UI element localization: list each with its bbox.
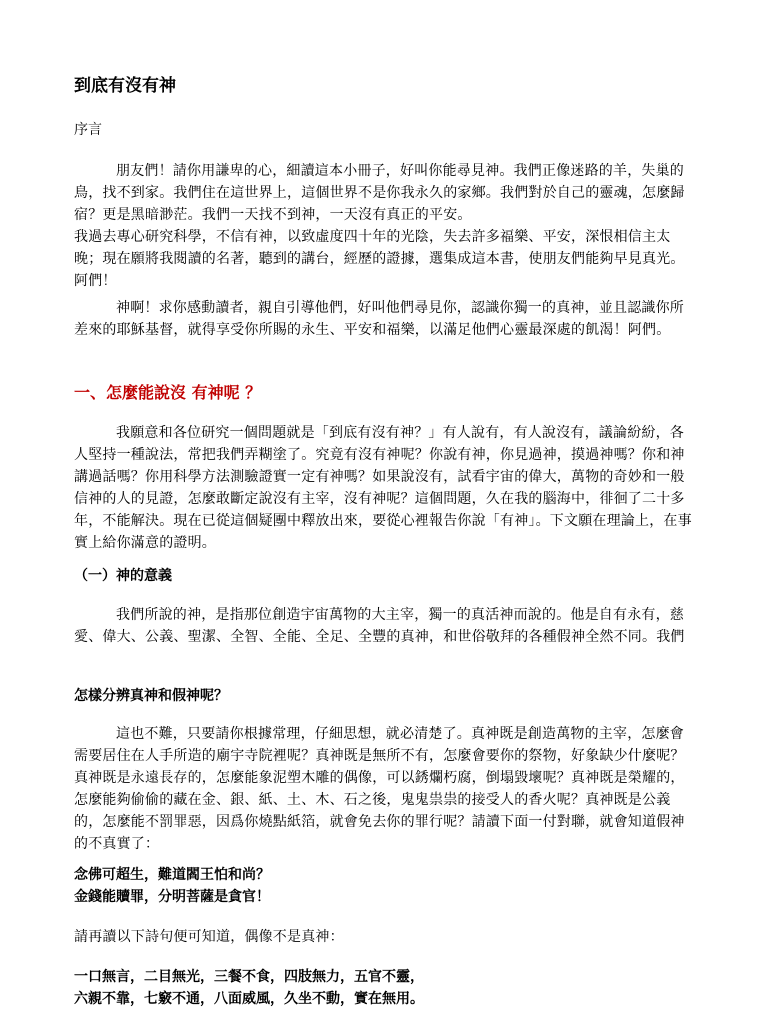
poem-line-2: 六親不靠，七竅不通，八面威風，久坐不動，實在無用。 xyxy=(74,991,424,1007)
couplet-line-2: 金錢能贖罪，分明菩薩是貪官！ xyxy=(74,889,270,905)
section-heading-1: 一、怎麼能說沒 有神呢 ？ xyxy=(74,383,262,402)
preface-paragraph-3: 神啊！求你感動讀者，親自引導他們，好叫他們尋見你，認識你獨一的真神，並且認識你所差來的耶穌基督，就得享受你所賜的永生、平安和福樂，以滿足他們心靈最深處的飢渴！阿們。 xyxy=(74,300,684,338)
document-title: 到底有沒有神 xyxy=(74,76,176,96)
preface-heading: 序言 xyxy=(74,122,102,138)
couplet xyxy=(74,864,696,908)
poem xyxy=(74,966,696,1010)
poem-intro: 請再讀以下詩句便可知道，偶像不是真神： xyxy=(74,929,344,945)
preface-paragraph-1: 朋友們！請你用謙卑的心，細讀這本小冊子，好叫你能尋見神。我們正像迷路的羊，失巢的鳥，找不到家。我們住在這世界上，這個世界不是你我永久的家鄉。我們對於自己的靈魂，怎麼歸宿？更是黑暗渺茫。我們一天找不到神，一天沒有真正的平安。 xyxy=(74,163,685,223)
couplet-line-1: 念佛可超生，難道閻王怕和尚？ xyxy=(74,867,270,883)
section-1-paragraph: 我願意和各位研究一個問題就是「到底有沒有神？」有人說有，有人說沒有，議論紛紛，各人堅持一種說法，常把我們弄糊塗了。究竟有沒有神呢？你說有神，你見過神，摸過神嗎？你和神講過話嗎？你用科學方法測驗證實一定有神嗎？如果說沒有，試看宇宙的偉大，萬物的奇妙和一般信神的人的見證，怎麼敢斷定說沒有主宰，沒有神呢？這個問題，久在我的腦海中，徘徊了二十多年，不能解決。現在已從這個疑團中釋放出來，要從心裡報告你說「有神」。下文願在理論上，在事實上給你滿意的證明。 xyxy=(74,425,692,551)
preface-paragraph-2: 我過去專心研究科學，不信有神，以致虛度四十年的光陰，失去許多福樂、平安，深恨相信主太晚；現在願將我閱讀的名著，聽到的講台，經歷的證據，選集成這本書，使朋友們能夠早見真光。阿們！ xyxy=(74,229,685,289)
poem-line-1: 一口無言，二目無光，三餐不食，四肢無力，五官不靈， xyxy=(74,969,424,985)
question-paragraph: 這也不難，只要請你根據常理，仔細思想，就必清楚了。真神既是創造萬物的主宰，怎麼會需要居住在人手所造的廟宇寺院裡呢？真神既是無所不有，怎麼會要你的祭物，好象缺少什麼呢？真神既是永遠長存的，怎麼能象泥塑木雕的偶像，可以銹爛朽腐，倒塌毀壞呢？真神既是榮耀的，怎麼能夠偷偷的藏在金、銀、紙、土、木、石之後，鬼鬼祟祟的接受人的香火呢？真神既是公義的，怎麼能不罰罪惡，因爲你燒點紙箔，就會免去你的罪行呢？請讀下面一付對聯，就會知道假神的不真實了： xyxy=(74,726,685,852)
subsection-1-paragraph: 我們所說的神，是指那位創造宇宙萬物的大主宰，獨一的真活神而說的。他是自有永有，慈愛、偉大、公義、聖潔、全智、全能、全足、全豐的真神，和世俗敬拜的各種假神全然不同。我們 xyxy=(74,607,685,645)
subsection-heading-1: （一）神的意義 xyxy=(74,568,172,584)
question-heading: 怎樣分辨真神和假神呢？ xyxy=(74,688,228,704)
